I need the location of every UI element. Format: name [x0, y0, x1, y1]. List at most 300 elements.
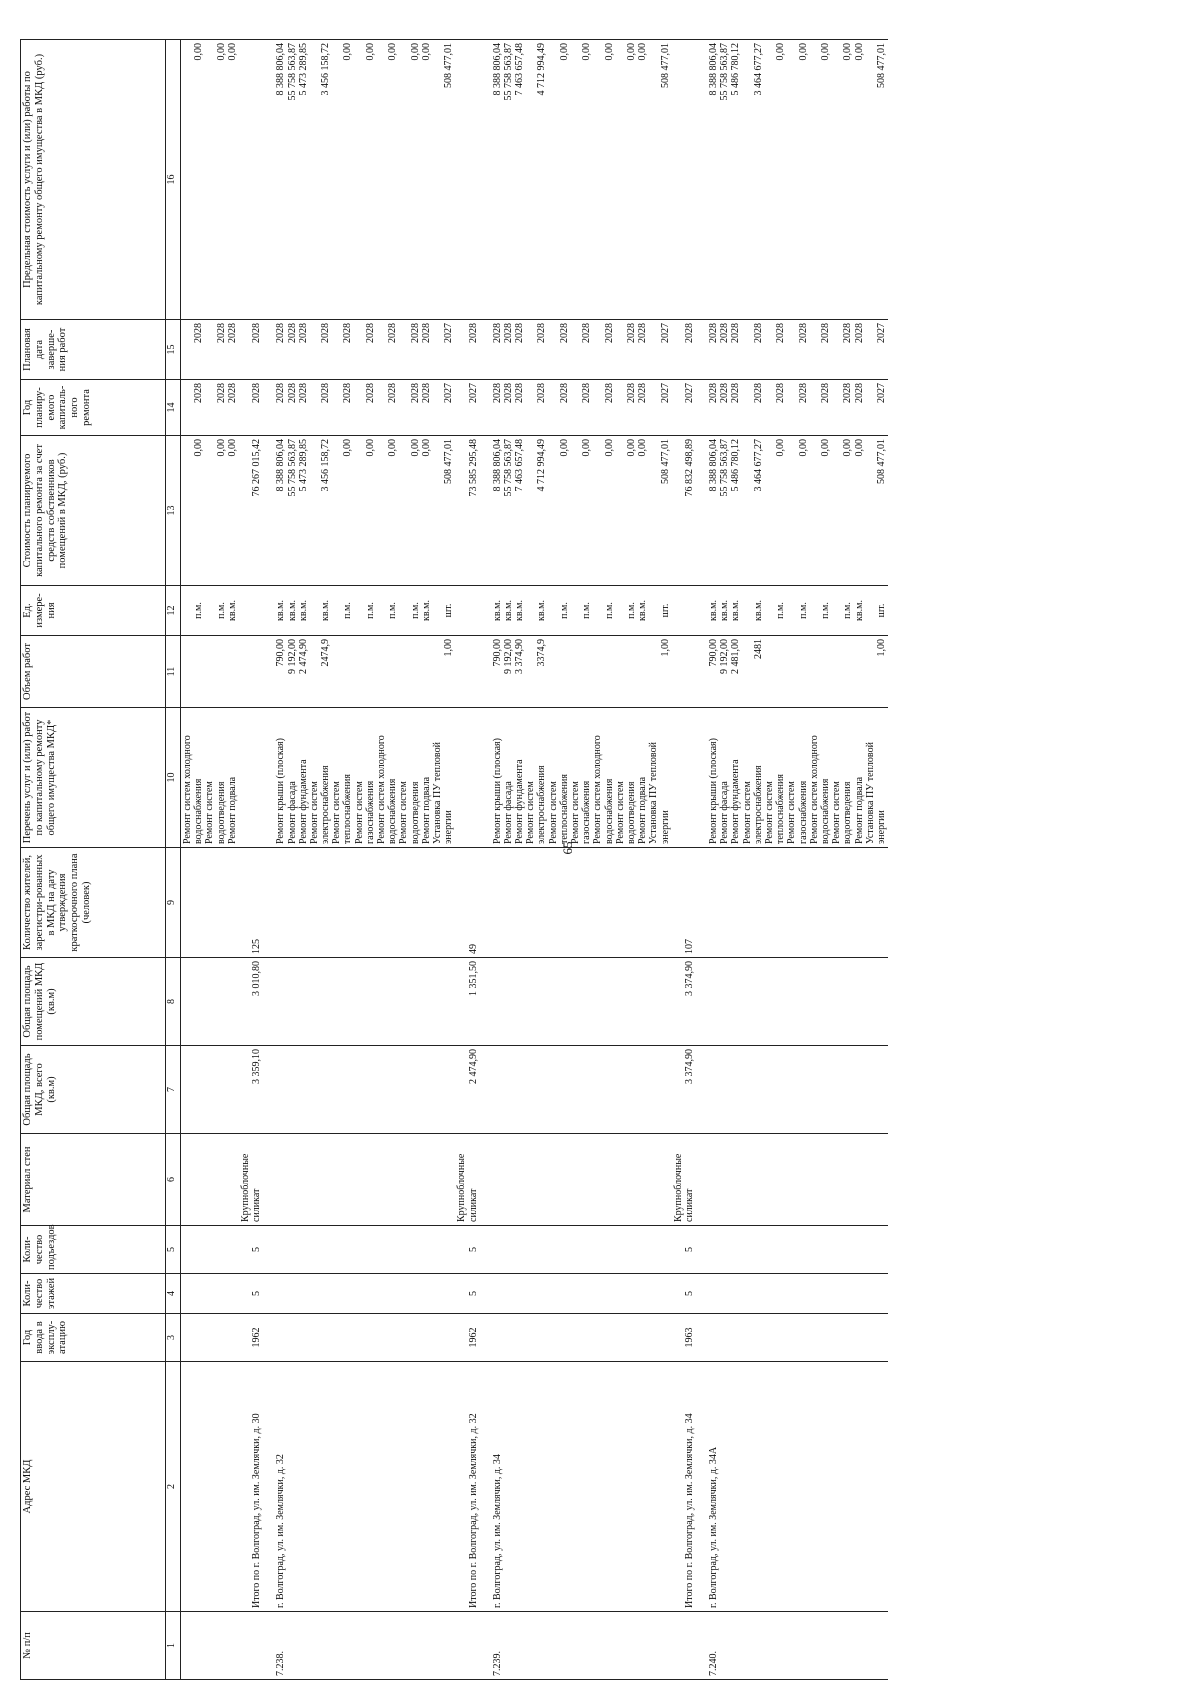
total-cell — [239, 1046, 264, 1134]
spacer — [410, 1049, 421, 1130]
header-cell: Год ввода в эксплу-атацию — [21, 1314, 166, 1362]
spacer — [648, 589, 659, 632]
spacer — [536, 851, 547, 954]
spacer — [309, 43, 320, 316]
row-number: 7.239. — [491, 1651, 503, 1676]
year-value: 2028 — [226, 383, 238, 403]
date-value: 2028 — [730, 323, 742, 343]
spacer — [298, 1317, 309, 1358]
total-cell — [239, 636, 264, 708]
table-cell — [707, 1612, 888, 1680]
spacer — [798, 961, 809, 1042]
spacer — [365, 1277, 376, 1310]
spacer — [432, 1317, 443, 1358]
spacer — [581, 851, 592, 954]
spacer — [514, 1317, 525, 1358]
spacer — [559, 1317, 570, 1358]
date-value: 2028 — [853, 323, 865, 343]
cost-value: 3 464 677,27 — [752, 439, 764, 492]
spacer-cell — [697, 1612, 707, 1680]
total-floors: 5 — [683, 1291, 695, 1296]
work-item: Ремонт систем — [204, 781, 216, 844]
header-cell: Плановая дата заверше-ния работ — [21, 320, 166, 380]
spacer — [809, 1277, 820, 1310]
work-item: Ремонт систем — [764, 781, 775, 844]
spacer — [581, 1049, 592, 1130]
spacer — [309, 1049, 320, 1130]
spacer — [275, 961, 286, 1042]
column-number: 6 — [166, 1134, 181, 1226]
spacer — [182, 439, 193, 582]
spacer — [798, 1229, 809, 1270]
spacer — [604, 1317, 615, 1358]
unit-value: п.м. — [581, 602, 593, 619]
total-floors: 5 — [251, 1291, 263, 1296]
spacer — [309, 383, 320, 432]
spacer — [503, 1317, 514, 1358]
work-item: Ремонт фасада — [286, 781, 298, 844]
unit-value: шт. — [659, 603, 671, 618]
spacer — [287, 851, 298, 954]
spacer — [182, 1615, 193, 1676]
spacer — [865, 383, 876, 432]
table-cell — [274, 1134, 455, 1226]
total-area_total: 3 359,10 — [251, 1049, 263, 1084]
header-cell: Общая площадь помещений МКД (кв.м) — [21, 958, 166, 1046]
spacer — [354, 1137, 365, 1222]
year-value: 2028 — [842, 383, 854, 403]
spacer — [842, 1049, 853, 1130]
spacer — [798, 1049, 809, 1130]
work-item: электроснабжения — [320, 765, 332, 844]
work-item: водоснабжения — [387, 778, 399, 844]
unit-value: кв.м. — [708, 600, 720, 621]
spacer — [331, 1317, 342, 1358]
table-cell — [491, 1274, 672, 1314]
table-cell — [274, 958, 455, 1046]
table-cell — [181, 1362, 239, 1612]
total-cell — [672, 436, 697, 586]
spacer — [365, 1317, 376, 1358]
work-item: Ремонт систем — [831, 781, 843, 844]
spacer — [581, 1229, 592, 1270]
cost-value: 0,00 — [387, 439, 399, 457]
total-cell — [672, 958, 697, 1046]
spacer — [842, 961, 853, 1042]
spacer — [309, 639, 320, 704]
date-value: 2028 — [775, 323, 787, 343]
spacer — [592, 439, 603, 582]
spacer — [660, 1137, 671, 1222]
table-cell — [274, 1362, 455, 1612]
cost-value: 0,00 — [558, 439, 570, 457]
unit-value: кв.м. — [637, 600, 649, 621]
spacer-cell — [264, 1046, 274, 1134]
year-value: 2028 — [514, 383, 526, 403]
spacer — [376, 43, 387, 316]
volume-value: 2474,9 — [320, 639, 332, 667]
table-cell — [491, 1226, 672, 1274]
spacer — [548, 639, 559, 704]
spacer — [626, 961, 637, 1042]
unit-value: кв.м. — [752, 600, 764, 621]
spacer-cell — [264, 586, 274, 636]
limit-value: 0,00 — [603, 43, 615, 61]
spacer — [730, 1137, 741, 1222]
header-cell: Стоимость планируемого капитального ремонта за счет средств собственников помещений в МКД, (руб.) — [21, 436, 166, 586]
spacer — [309, 1317, 320, 1358]
spacer — [592, 589, 603, 632]
spacer — [204, 1137, 215, 1222]
spacer — [626, 1277, 637, 1310]
table-cell — [707, 1046, 888, 1134]
total-cell — [455, 1612, 480, 1680]
spacer — [786, 43, 797, 316]
work-item: энергии — [443, 810, 455, 844]
spacer — [581, 1137, 592, 1222]
date-value: 2028 — [502, 323, 514, 343]
spacer — [708, 1317, 719, 1358]
cost-value: 0,00 — [775, 439, 787, 457]
spacer — [331, 1049, 342, 1130]
total-cell — [672, 1274, 697, 1314]
spacer — [876, 851, 887, 954]
volume-value — [820, 639, 831, 704]
spacer-cell — [481, 380, 491, 436]
cost-value: 508 477,01 — [875, 439, 887, 484]
table-cell — [274, 1314, 455, 1362]
spacer — [182, 589, 193, 632]
table-cell — [707, 380, 888, 436]
spacer — [525, 1137, 536, 1222]
year-value: 2028 — [625, 383, 637, 403]
spacer — [786, 961, 797, 1042]
spacer-cell — [697, 1362, 707, 1612]
spacer — [216, 1229, 227, 1270]
volume-value — [410, 639, 421, 704]
table-cell — [707, 1362, 888, 1612]
column-number: 16 — [166, 40, 181, 320]
total-cell — [455, 40, 480, 320]
year-value: 2028 — [342, 383, 354, 403]
spacer — [719, 1317, 730, 1358]
work-item: Ремонт подвала — [637, 776, 649, 844]
spacer — [387, 1317, 398, 1358]
spacer — [842, 1317, 853, 1358]
spacer — [387, 851, 398, 954]
spacer — [398, 1277, 409, 1310]
spacer-cell — [264, 1314, 274, 1362]
work-item: Ремонт крыши (плоская) — [275, 738, 287, 844]
spacer — [708, 1277, 719, 1310]
cost-value: 0,00 — [226, 439, 238, 457]
spacer — [854, 1137, 865, 1222]
header-cell: Количество жителей, зарегистри-рованных в МКД на дату утверждения краткосрочного плана (человек) — [21, 848, 166, 958]
spacer — [820, 1229, 831, 1270]
spacer — [193, 1277, 204, 1310]
table-cell — [181, 380, 239, 436]
spacer — [764, 383, 775, 432]
spacer — [525, 1277, 536, 1310]
spacer — [865, 43, 876, 316]
spacer — [615, 439, 626, 582]
spacer — [227, 961, 238, 1042]
spacer — [764, 851, 775, 954]
spacer — [548, 43, 559, 316]
address: г. Волгоград, ул. им. Землячки, д. 32 — [275, 1454, 287, 1608]
total-year: 2028 — [251, 383, 263, 403]
spacer — [354, 851, 365, 954]
spacer — [376, 1137, 387, 1222]
work-item: Ремонт систем — [741, 781, 753, 844]
spacer — [398, 383, 409, 432]
spacer — [227, 1615, 238, 1676]
spacer — [421, 1137, 432, 1222]
work-item: Установка ПУ тепловой — [864, 742, 876, 844]
work-item: водоснабжения — [819, 778, 831, 844]
limit-value: 0,00 — [853, 43, 865, 61]
spacer — [708, 1229, 719, 1270]
spacer — [637, 1277, 648, 1310]
spacer — [275, 1317, 286, 1358]
spacer — [432, 43, 443, 316]
spacer-cell — [481, 586, 491, 636]
year-value: 2028 — [752, 383, 764, 403]
date-value: 2027 — [443, 323, 455, 343]
spacer — [216, 851, 227, 954]
spacer — [786, 1137, 797, 1222]
unit-value: п.м. — [819, 602, 831, 619]
unit-value: кв.м. — [536, 600, 548, 621]
cost-value: 0,00 — [409, 439, 421, 457]
year-value: 2028 — [819, 383, 831, 403]
spacer — [764, 43, 775, 316]
spacer — [503, 1137, 514, 1222]
spacer — [354, 1229, 365, 1270]
spacer — [648, 1229, 659, 1270]
unit-value: п.м. — [842, 602, 854, 619]
spacer — [570, 1317, 581, 1358]
date-value: 2028 — [708, 323, 720, 343]
cost-value: 0,00 — [603, 439, 615, 457]
spacer — [398, 851, 409, 954]
spacer — [581, 961, 592, 1042]
spacer — [525, 639, 536, 704]
spacer — [376, 1229, 387, 1270]
spacer-cell — [264, 1226, 274, 1274]
table-cell — [491, 1362, 672, 1612]
spacer — [615, 961, 626, 1042]
spacer — [376, 639, 387, 704]
spacer — [354, 1277, 365, 1310]
spacer — [865, 639, 876, 704]
year-value: 2028 — [215, 383, 227, 403]
spacer — [865, 589, 876, 632]
spacer — [548, 1049, 559, 1130]
spacer-cell — [697, 636, 707, 708]
total-cell — [672, 636, 697, 708]
spacer — [410, 1137, 421, 1222]
header-cell: Общая площадь МКД, всего (кв.м) — [21, 1046, 166, 1134]
spacer — [637, 851, 648, 954]
year-value: 2028 — [286, 383, 298, 403]
spacer — [831, 961, 842, 1042]
year-value: 2028 — [637, 383, 649, 403]
total-cell — [239, 1362, 264, 1612]
spacer — [809, 961, 820, 1042]
spacer — [182, 323, 193, 376]
spacer — [320, 1229, 331, 1270]
spacer — [648, 439, 659, 582]
total-cell — [239, 40, 264, 320]
spacer — [775, 1317, 786, 1358]
column-number: 15 — [166, 320, 181, 380]
spacer — [548, 383, 559, 432]
unit-value: кв.м. — [420, 600, 432, 621]
column-number: 8 — [166, 958, 181, 1046]
limit-value: 55 758 563,87 — [502, 43, 514, 101]
spacer — [719, 961, 730, 1042]
unit-value: кв.м. — [297, 600, 309, 621]
limit-value: 0,00 — [193, 43, 205, 61]
spacer-cell — [481, 848, 491, 958]
spacer — [227, 1229, 238, 1270]
date-value: 2028 — [603, 323, 615, 343]
date-value: 2027 — [659, 323, 671, 343]
spacer — [503, 1049, 514, 1130]
spacer — [708, 1137, 719, 1222]
year-value: 2028 — [775, 383, 787, 403]
spacer — [320, 1049, 331, 1130]
column-number: 10 — [166, 708, 181, 848]
volume-value: 1,00 — [875, 639, 887, 657]
spacer — [592, 1317, 603, 1358]
date-value: 2028 — [842, 323, 854, 343]
table-cell — [707, 1314, 888, 1362]
spacer — [193, 961, 204, 1042]
spacer-cell — [697, 958, 707, 1046]
spacer — [592, 383, 603, 432]
total-date: 2028 — [467, 323, 479, 343]
total-area_premises: 1 351,50 — [467, 961, 479, 996]
total-cell — [239, 1612, 264, 1680]
spacer — [876, 1049, 887, 1130]
spacer — [876, 961, 887, 1042]
total-floors: 5 — [467, 1291, 479, 1296]
spacer — [764, 323, 775, 376]
date-value: 2028 — [387, 323, 399, 343]
spacer — [410, 1317, 421, 1358]
year-value: 2028 — [708, 383, 720, 403]
spacer — [626, 1137, 637, 1222]
year-value: 2028 — [420, 383, 432, 403]
unit-value: п.м. — [387, 602, 399, 619]
spacer — [592, 1229, 603, 1270]
spacer — [809, 383, 820, 432]
spacer — [354, 1317, 365, 1358]
spacer — [525, 961, 536, 1042]
column-number: 12 — [166, 586, 181, 636]
date-value: 2028 — [558, 323, 570, 343]
unit-value: кв.м. — [730, 600, 742, 621]
table-cell — [707, 1226, 888, 1274]
page-number: 65 — [560, 841, 575, 855]
spacer — [182, 383, 193, 432]
spacer — [503, 851, 514, 954]
spacer — [354, 43, 365, 316]
spacer — [227, 1137, 238, 1222]
column-number: 5 — [166, 1226, 181, 1274]
work-item: Ремонт фундамента — [297, 759, 309, 844]
spacer — [764, 639, 775, 704]
spacer — [492, 1317, 503, 1358]
total-cell — [239, 320, 264, 380]
column-number: 13 — [166, 436, 181, 586]
limit-value: 0,00 — [819, 43, 831, 61]
spacer — [204, 1615, 215, 1676]
spacer — [432, 383, 443, 432]
total-cell — [455, 586, 480, 636]
spacer-cell — [481, 958, 491, 1046]
total-material: Крупноблочные силикат — [239, 1153, 263, 1222]
work-item: Ремонт фасада — [719, 781, 731, 844]
spacer — [648, 1137, 659, 1222]
spacer-cell — [697, 1274, 707, 1314]
spacer — [287, 1137, 298, 1222]
limit-value: 5 486 780,12 — [730, 43, 742, 96]
spacer — [809, 589, 820, 632]
unit-value: п.м. — [409, 602, 421, 619]
spacer — [865, 1229, 876, 1270]
spacer — [615, 1137, 626, 1222]
spacer — [708, 961, 719, 1042]
total-cell — [455, 380, 480, 436]
unit-value: п.м. — [558, 602, 570, 619]
spacer — [309, 1277, 320, 1310]
volume-value: 2481 — [752, 639, 764, 659]
volume-value: 9 192,00 — [719, 639, 731, 674]
limit-value: 55 758 563,87 — [286, 43, 298, 101]
spacer-cell — [481, 40, 491, 320]
spacer — [775, 961, 786, 1042]
spacer — [604, 961, 615, 1042]
spacer — [443, 1137, 454, 1222]
spacer — [492, 1049, 503, 1130]
volume-value: 3374,9 — [536, 639, 548, 667]
table-cell — [274, 320, 455, 380]
spacer — [525, 1229, 536, 1270]
date-value: 2028 — [297, 323, 309, 343]
unit-value: шт. — [875, 603, 887, 618]
date-value: 2028 — [819, 323, 831, 343]
year-value: 2028 — [730, 383, 742, 403]
spacer — [376, 961, 387, 1042]
table-cell — [491, 1046, 672, 1134]
spacer — [592, 1049, 603, 1130]
total-cost: 73 585 295,48 — [467, 439, 479, 497]
spacer — [786, 323, 797, 376]
spacer — [592, 43, 603, 316]
spacer — [764, 589, 775, 632]
work-item: энергии — [875, 810, 887, 844]
spacer — [809, 851, 820, 954]
cost-value: 0,00 — [797, 439, 809, 457]
spacer — [387, 1229, 398, 1270]
date-value: 2028 — [719, 323, 731, 343]
date-value: 2028 — [797, 323, 809, 343]
spacer — [876, 1277, 887, 1310]
date-value: 2028 — [364, 323, 376, 343]
